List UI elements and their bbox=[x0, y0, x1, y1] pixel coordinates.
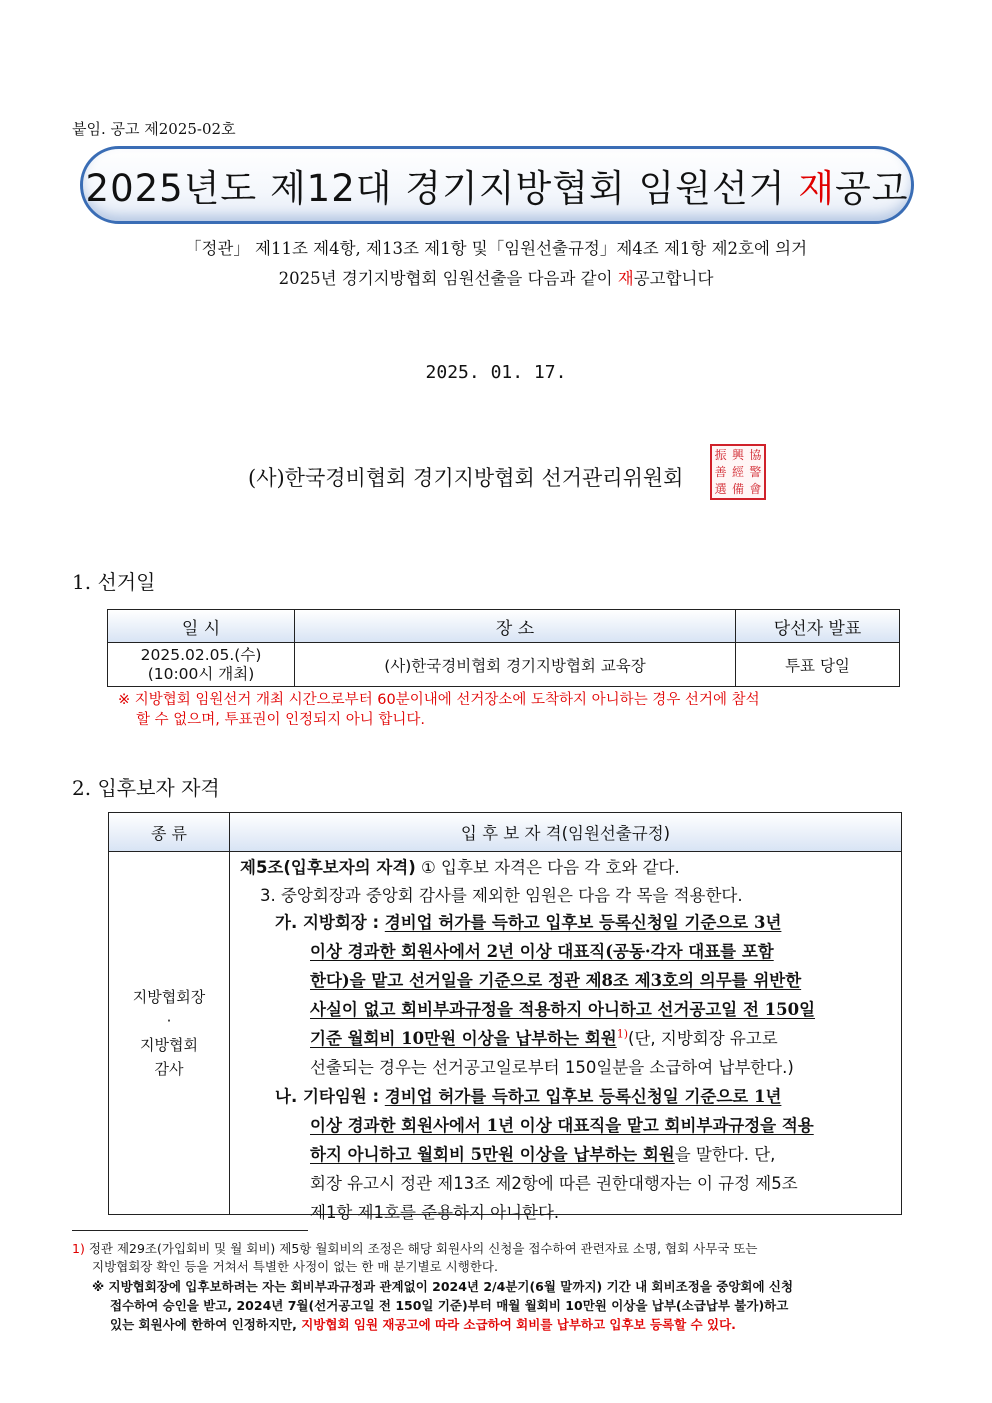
ga-label: 가. 지방회장 : bbox=[275, 913, 385, 932]
ga-text-1: 경비업 허가를 득하고 입후보 등록신청일 기준으로 3년 bbox=[384, 913, 782, 932]
item-na-line-5: 제1항 제1호를 준용하지 아니한다. bbox=[310, 1203, 560, 1222]
section-1-heading: 1. 선거일 bbox=[72, 570, 156, 594]
cell-announce: 투표 당일 bbox=[736, 643, 900, 687]
seal-char: 選 bbox=[714, 482, 727, 497]
intro-line-1: 「정관」 제11조 제4항, 제13조 제1항 및「임원선출규정」제4조 제1항 제2호에 의거 bbox=[184, 239, 808, 258]
seal-char: 警 bbox=[749, 464, 762, 479]
footnote-line-2: 지방협회장 확인 등을 거쳐서 특별한 사정이 없는 한 매 분기별로 시행한다. bbox=[92, 1259, 498, 1274]
th-type: 종 류 bbox=[109, 813, 230, 852]
title-red: 재 bbox=[798, 167, 835, 210]
intro-line-2-end: 공고합니다 bbox=[633, 269, 714, 288]
type-auditor: 감사 bbox=[154, 1060, 184, 1078]
seal-char: 經 bbox=[731, 464, 744, 479]
title-banner bbox=[80, 146, 914, 224]
item-ga-line-3: 한다)을 맡고 선거일을 기준으로 정관 제8조 제3호의 의무를 위반한 bbox=[310, 971, 802, 990]
cell-qualification bbox=[230, 852, 902, 1222]
na-text-1: 경비업 허가를 득하고 입후보 등록신청일 기준으로 1년 bbox=[384, 1087, 782, 1106]
th-announce: 당선자 발표 bbox=[736, 610, 900, 643]
title-main: 2025년도 제12대 경기지방협회 임원선거 bbox=[85, 167, 799, 210]
cell-place: (사)한국경비협회 경기지방협회 교육장 bbox=[295, 643, 736, 687]
footnote-ref[interactable]: 1) bbox=[616, 1027, 629, 1041]
footnote-line-5 bbox=[110, 1316, 970, 1334]
cell-datetime bbox=[108, 643, 295, 687]
organization-name: (사)한국경비협회 경기지방협회 선거관리위원회 bbox=[248, 466, 684, 490]
type-local: 지방협회 bbox=[140, 1036, 198, 1054]
footnote-line-3: ※ 지방협회장에 입후보하려는 자는 회비부과규정과 관계없이 2024년 2/4분기(6월 말까지) 기간 내 회비조정을 중앙회에 신청 bbox=[92, 1279, 794, 1294]
item-na-line-2: 이상 경과한 회원사에서 1년 이상 대표직을 맡고 회비부과규정을 적용 bbox=[310, 1116, 814, 1135]
cell-type bbox=[109, 852, 230, 1215]
item-3: 3. 중앙회장과 중앙회 감사를 제외한 임원은 다음 각 목을 적용한다. bbox=[260, 886, 743, 905]
footnote-divider bbox=[72, 1230, 308, 1231]
title-end: 공고 bbox=[834, 167, 909, 210]
item-na-line-1 bbox=[275, 1083, 781, 1107]
footnote-line-4: 접수하여 승인을 받고, 2024년 7월(선거공고일 전 150일 기준)부터 매월 월회비 10만원 이상을 납부(소급납부 불가)하고 bbox=[110, 1298, 789, 1313]
footnote-marker: 1) bbox=[72, 1241, 85, 1256]
article-title: 제5조(입후보자의 자격) bbox=[240, 858, 416, 877]
footnote-text-5: 있는 회원사에 한하여 인정하지만, bbox=[110, 1317, 302, 1332]
seal-char: 會 bbox=[749, 482, 762, 497]
attendance-notice bbox=[118, 690, 898, 730]
th-qualification: 입 후 보 자 격(임원선출규정) bbox=[230, 813, 902, 852]
attachment-label: 붙임. 공고 제2025-02호 bbox=[72, 120, 236, 138]
ga-text-5-end: (단, 지방회장 유고로 bbox=[628, 1029, 778, 1048]
article-text: ① 입후보 자격은 다음 각 호와 같다. bbox=[415, 858, 680, 877]
th-place: 장 소 bbox=[295, 610, 736, 643]
item-ga-line-6: 선출되는 경우는 선거공고일로부터 150일분을 소급하여 납부한다.) bbox=[310, 1058, 794, 1077]
footnote-line-1 bbox=[72, 1240, 932, 1258]
election-date-table bbox=[107, 609, 900, 687]
item-na-line-4: 회장 유고시 정관 제13조 제2항에 따른 권한대행자는 이 규정 제5조 bbox=[310, 1174, 798, 1193]
intro-line-2 bbox=[60, 265, 932, 289]
item-ga-line-2: 이상 경과한 회원사에서 2년 이상 대표직(공동·각자 대표를 포함 bbox=[310, 942, 774, 961]
seal-char: 振 bbox=[714, 447, 727, 462]
notice-line-2: 할 수 없으며, 투표권이 인정되지 아니 합니다. bbox=[136, 712, 425, 728]
intro-line-2-start: 2025년 경기지방협회 임원선출을 다음과 같이 bbox=[278, 269, 618, 288]
seal-char: 善 bbox=[714, 464, 727, 479]
intro-line-2-red: 재 bbox=[617, 269, 634, 288]
announcement-date: 2025. 01. 17. bbox=[425, 362, 567, 383]
na-text-3: 하지 아니하고 월회비 5만원 이상을 납부하는 회원 bbox=[310, 1145, 675, 1164]
seal-char: 興 bbox=[731, 447, 744, 462]
item-ga-line-4: 사실이 없고 회비부과규정을 적용하지 아니하고 선거공고일 전 150일 bbox=[310, 1000, 816, 1019]
item-ga-line-1 bbox=[275, 909, 781, 933]
election-time: (10:00시 개최) bbox=[147, 664, 255, 683]
na-text-3-end: 을 말한다. 단, bbox=[674, 1145, 776, 1164]
qualification-table bbox=[108, 812, 902, 1222]
official-seal bbox=[710, 444, 766, 500]
item-na-line-3 bbox=[310, 1141, 775, 1165]
type-separator: · bbox=[166, 1012, 172, 1030]
election-date: 2025.02.05.(수) bbox=[140, 645, 262, 664]
item-ga-line-5 bbox=[310, 1025, 778, 1049]
notice-line-1: ※ 지방협회 임원선거 개최 시간으로부터 60분이내에 선거장소에 도착하지 아니하는 경우 선거에 참석 bbox=[118, 692, 760, 708]
th-datetime: 일 시 bbox=[108, 610, 295, 643]
type-president: 지방협회장 bbox=[132, 988, 206, 1006]
seal-char: 協 bbox=[749, 447, 762, 462]
footnote-text-5-red: 지방협회 임원 재공고에 따라 소급하여 회비를 납부하고 입후보 등록할 수 있다. bbox=[301, 1317, 736, 1332]
footnote-text-1: 정관 제29조(가입회비 및 월 회비) 제5항 월회비의 조정은 해당 회원사의 신청을 접수하여 관련자료 소명, 협회 사무국 또는 bbox=[84, 1241, 758, 1256]
seal-char: 備 bbox=[731, 482, 744, 497]
section-2-heading: 2. 입후보자 자격 bbox=[72, 776, 220, 800]
ga-text-5: 기준 월회비 10만원 이상을 납부하는 회원 bbox=[310, 1029, 617, 1048]
na-label: 나. 기타임원 : bbox=[275, 1087, 385, 1106]
article-5 bbox=[240, 854, 680, 878]
